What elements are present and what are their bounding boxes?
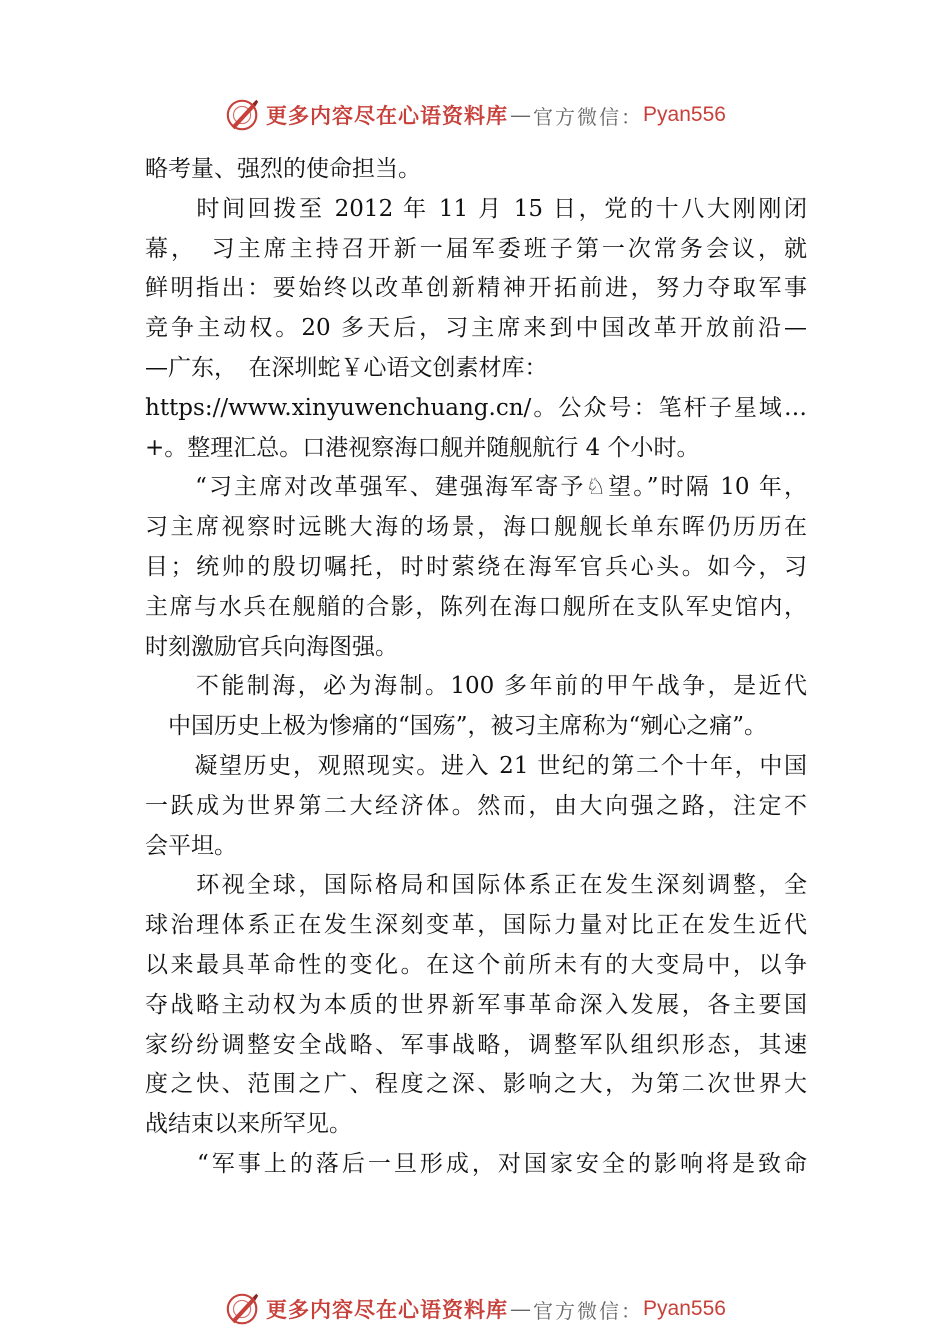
body-line: 夺战略主动权为本质的世界新军事革命深入发展，各主要国 [145,991,807,1018]
body-line: “习主席对改革强军、建强海军寄予♘望。”时隔 10 年， [145,474,807,501]
body-line: 以来最具革命性的变化。在这个前所未有的大变局中，以争 [145,951,807,978]
document-body [145,150,807,1185]
body-line: https://www.xinyuwenchuang.cn/。公众号：笔杆子星域… [145,394,807,421]
body-line: 幕， 习主席主持召开新一届军委班子第一次常务会议，就 [145,235,807,262]
body-line: 略考量、强烈的使命担当。 [145,156,421,182]
body-line: “军事上的落后一旦形成，对国家安全的影响将是致命 [145,1150,807,1177]
body-line: 一跃成为世界第二大经济体。然而，由大向强之路，注定不 [145,792,807,819]
body-line: 环视全球，国际格局和国际体系正在发生深刻调整，全 [145,872,807,899]
footer-banner [0,1287,950,1331]
body-line: 鲜明指出：要始终以改革创新精神开拓前进，努力夺取军事 [145,275,807,302]
body-line: +。整理汇总。口港视察海口舰并随舰航行 4 个小时。 [145,434,700,461]
body-line: 主席与水兵在舰艏的合影，陈列在海口舰所在支队军史馆内， [145,593,807,620]
brand-logo-icon [224,96,262,134]
body-line: 中国历史上极为惨痛的“国殇”，被习主席称为“剜心之痛”。 [145,713,768,740]
body-line: 会平坦。 [145,832,237,859]
body-line: 度之快、范围之广、程度之深、影响之大，为第二次世界大 [145,1071,807,1098]
brand-logo-icon [224,1290,262,1328]
footer-title: 更多内容尽在心语资料库 [266,1297,509,1322]
footer-wechat-id: Pyan556 [643,1297,726,1320]
header-wechat-id: Pyan556 [643,103,726,126]
body-line: 不能制海，必为海制。100 多年前的甲午战争，是近代 [145,673,807,700]
footer-separator: — [510,1297,532,1321]
body-line: 竞争主动权。20 多天后，习主席来到中国改革开放前沿— [145,315,807,342]
header-subtitle: 官方微信： [533,104,644,129]
footer-subtitle: 官方微信： [533,1298,644,1323]
body-line: 战结束以来所罕见。 [145,1111,352,1138]
body-line: 习主席视察时远眺大海的场景，海口舰舰长单东晖仍历历在 [145,514,807,541]
body-line: 目；统帅的殷切嘱托，时时萦绕在海军官兵心头。如今，习 [145,553,807,580]
body-line: 凝望历史，观照现实。进入 21 世纪的第二个十年，中国 [145,752,807,779]
header-banner [0,93,950,137]
body-line: 球治理体系正在发生深刻变革，国际力量对比正在发生近代 [145,912,807,939]
body-line: 家纷纷调整安全战略、军事战略，调整军队组织形态，其速 [145,1031,807,1058]
body-line: 时刻激励官兵向海图强。 [145,633,398,660]
header-title: 更多内容尽在心语资料库 [266,103,509,128]
body-line: 时间回拨至 2012 年 11 月 15 日，党的十八大刚刚闭 [145,195,807,222]
header-separator: — [510,103,532,127]
body-line: —广东， 在深圳蛇￥心语文创素材库： [145,354,548,381]
